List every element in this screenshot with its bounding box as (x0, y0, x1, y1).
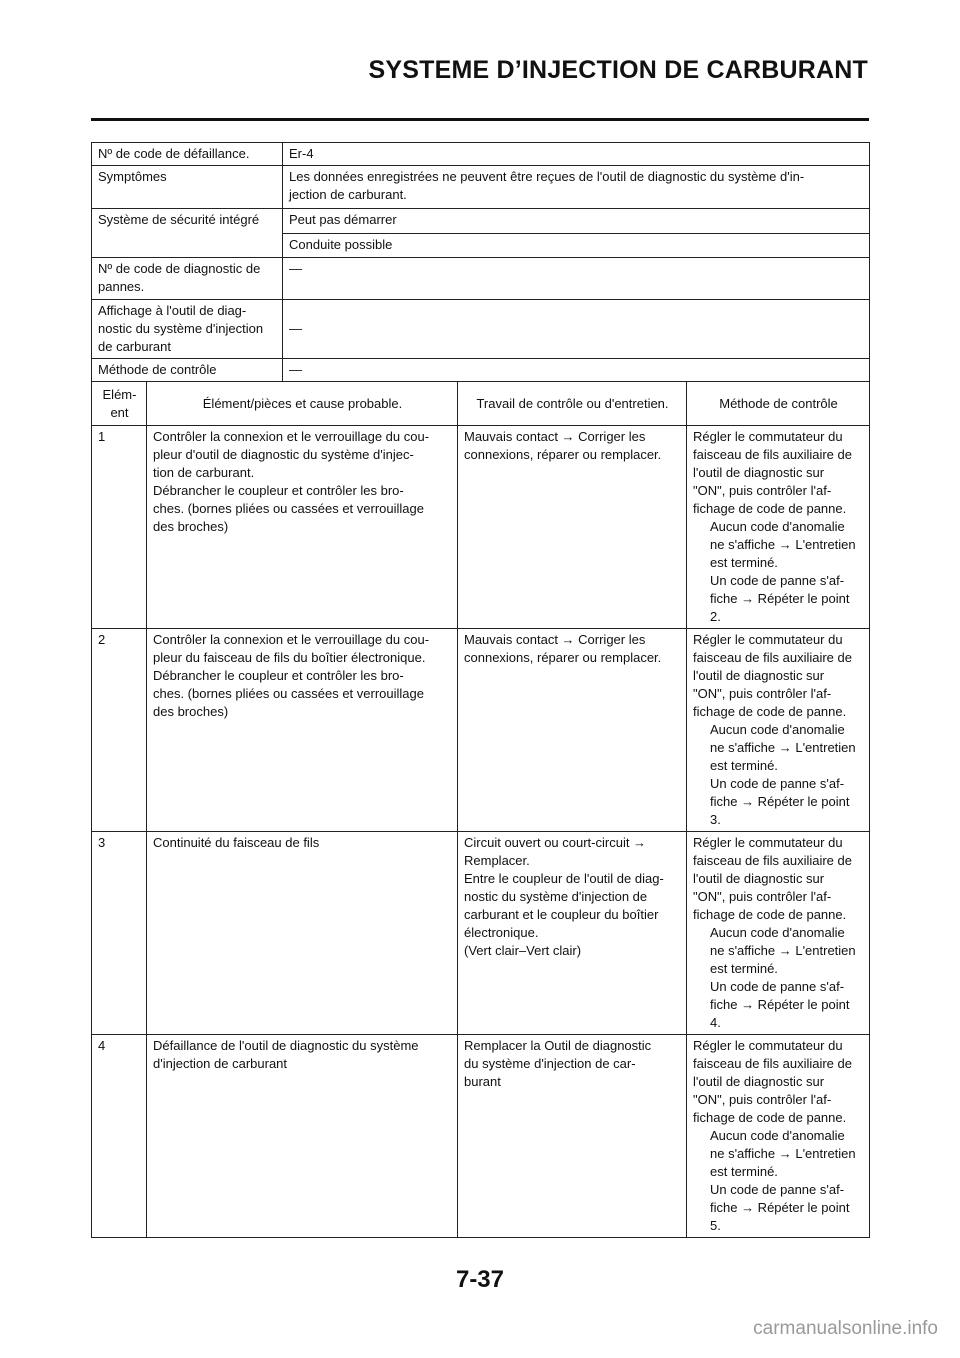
item-work: Mauvais contact → Corriger les connexions, réparer ou remplacer. (458, 629, 687, 832)
symptoms-value: Les données enregistrées ne peuvent être reçues de l'outil de diagnostic du système d'in- jection de carburant. (283, 166, 870, 209)
item-work: Remplacer la Outil de diagnostic du système d'injection de car- burant (458, 1035, 687, 1238)
item-work: Circuit ouvert ou court-circuit → Remplacer. Entre le coupleur de l'outil de diag- nostic du système d'injection de carburant et le coupleur du boîtier électronique. (Vert clair–Vert clair) (458, 832, 687, 1035)
method-ng: Un code de panne s'af- fiche → Répéter le point 2. (710, 573, 850, 624)
col-item: Elém- ent (92, 382, 147, 426)
method-text: Régler le commutateur du faisceau de fils auxiliaire de l'outil de diagnostic sur "ON", puis contrôler l'af- fichage de code de panne. (693, 632, 852, 719)
table-row (92, 629, 870, 832)
fault-code-label: Nº de code de défaillance. (92, 143, 283, 166)
page-title: SYSTEME D’INJECTION DE CARBURANT (368, 56, 868, 84)
diag-code-label: Nº de code de diagnostic de pannes. (92, 258, 283, 300)
method-text: Régler le commutateur du faisceau de fils auxiliaire de l'outil de diagnostic sur "ON", puis contrôler l'af- fichage de code de panne. (693, 835, 852, 922)
item-cause: Contrôler la connexion et le verrouillage du cou- pleur d'outil de diagnostic du système d'injec- tion de carburant. Débrancher le coupleur et contrôler les bro- ches. (bornes pliées ou cassées et verrouillage des broches) (147, 426, 458, 629)
method-ok: Aucun code d'anomalie ne s'affiche → L'entretien est terminé. (710, 1128, 856, 1179)
symptoms-row (92, 166, 870, 209)
method-ng: Un code de panne s'af- fiche → Répéter le point 5. (710, 1182, 850, 1233)
method-ng: Un code de panne s'af- fiche → Répéter le point 3. (710, 776, 850, 827)
diag-code-row (92, 258, 870, 300)
col-work: Travail de contrôle ou d'entretien. (458, 382, 687, 426)
method-label: Méthode de contrôle (92, 359, 283, 382)
symptoms-label: Symptômes (92, 166, 283, 209)
item-method (687, 832, 870, 1035)
item-work: Mauvais contact → Corriger les connexions, réparer ou remplacer. (458, 426, 687, 629)
failsafe-label: Système de sécurité intégré (92, 209, 283, 258)
method-ok: Aucun code d'anomalie ne s'affiche → L'entretien est terminé. (710, 519, 856, 570)
method-ng: Un code de panne s'af- fiche → Répéter le point 4. (710, 979, 850, 1030)
header-rule (91, 118, 869, 121)
table-row (92, 426, 870, 629)
item-method (687, 1035, 870, 1238)
item-number: 1 (92, 426, 147, 629)
item-cause: Continuité du faisceau de fils (147, 832, 458, 1035)
tool-display-value: — (283, 300, 870, 359)
item-method (687, 426, 870, 629)
table-row (92, 832, 870, 1035)
watermark[interactable]: carmanualsonline.info (753, 1318, 938, 1339)
failsafe-row (92, 209, 870, 234)
col-method: Méthode de contrôle (687, 382, 870, 426)
failsafe-start: Peut pas démarrer (283, 209, 870, 234)
method-row (92, 359, 870, 382)
method-value: — (283, 359, 870, 382)
item-number: 4 (92, 1035, 147, 1238)
table-row (92, 1035, 870, 1238)
method-ok: Aucun code d'anomalie ne s'affiche → L'entretien est terminé. (710, 722, 856, 773)
page-number: 7-37 (455, 1266, 505, 1293)
item-cause: Contrôler la connexion et le verrouillage du cou- pleur du faisceau de fils du boîtier électronique. Débrancher le coupleur et contrôler les bro- ches. (bornes pliées ou cassées et verrouillage des broches) (147, 629, 458, 832)
method-ok: Aucun code d'anomalie ne s'affiche → L'entretien est terminé. (710, 925, 856, 976)
item-method (687, 629, 870, 832)
failsafe-drive: Conduite possible (283, 234, 870, 258)
item-cause: Défaillance de l'outil de diagnostic du système d'injection de carburant (147, 1035, 458, 1238)
fault-code-row (92, 143, 870, 166)
diag-code-value: — (283, 258, 870, 300)
diagnostic-table (91, 142, 870, 1238)
item-number: 3 (92, 832, 147, 1035)
method-text: Régler le commutateur du faisceau de fils auxiliaire de l'outil de diagnostic sur "ON", puis contrôler l'af- fichage de code de panne. (693, 1038, 852, 1125)
method-text: Régler le commutateur du faisceau de fils auxiliaire de l'outil de diagnostic sur "ON", puis contrôler l'af- fichage de code de panne. (693, 429, 852, 516)
tool-display-row (92, 300, 870, 359)
column-header-row (92, 382, 870, 426)
tool-display-label: Affichage à l'outil de diag- nostic du système d'injection de carburant (92, 300, 283, 359)
col-cause: Élément/pièces et cause probable. (147, 382, 458, 426)
item-number: 2 (92, 629, 147, 832)
fault-code-value: Er-4 (283, 143, 870, 166)
